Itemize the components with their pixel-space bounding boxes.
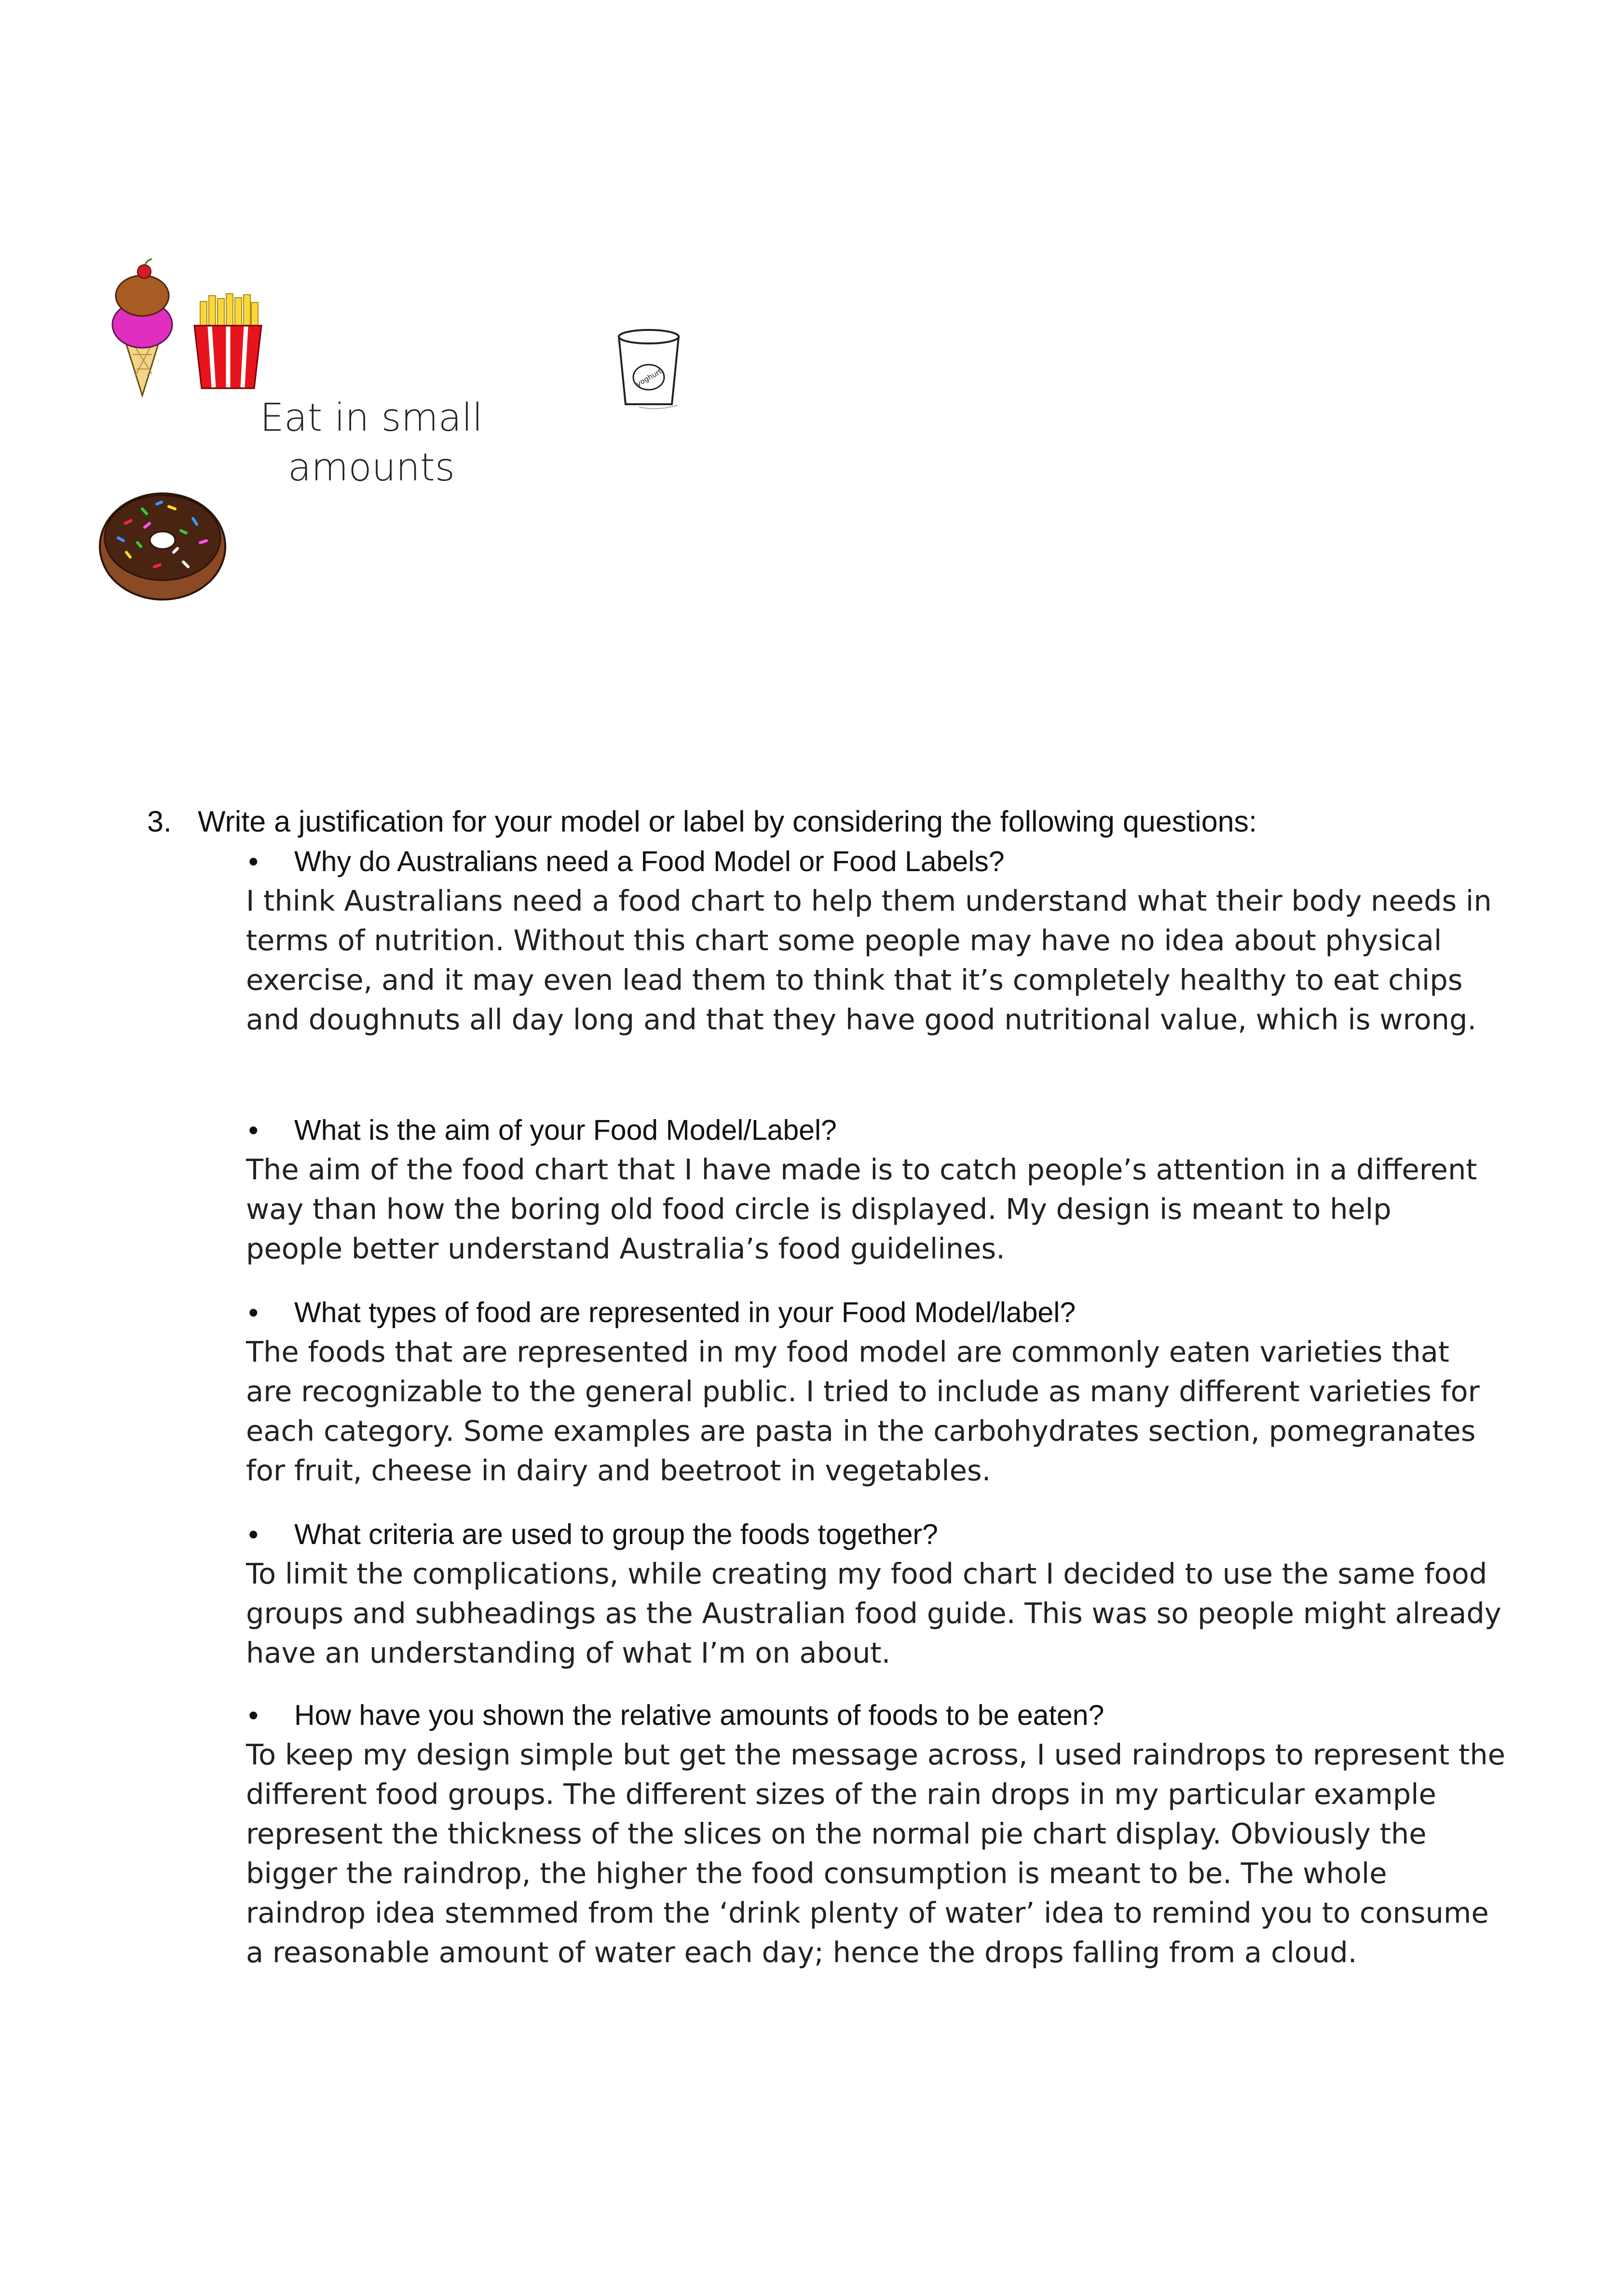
answer-line: exercise, and it may even lead them to think that it’s completely healthy to eat chips bbox=[246, 963, 1463, 997]
bullet-question bbox=[246, 1110, 1543, 1150]
question-text: Write a justification for your model or label by considering the following questions: bbox=[198, 805, 1257, 838]
answer-line: terms of nutrition. Without this chart some people may have no idea about physical bbox=[246, 924, 1442, 957]
answer-line: bigger the raindrop, the higher the food consumption is meant to be. The whole bbox=[246, 1857, 1387, 1890]
answer-line: different food groups. The different sizes of the rain drops in my particular example bbox=[246, 1777, 1436, 1811]
bullet-icon: • bbox=[248, 1699, 259, 1731]
chocolate-donut-icon bbox=[96, 485, 229, 603]
section-3 bbox=[246, 1293, 1543, 1490]
answer-line: are recognizable to the general public. I tried to include as many different varieties for bbox=[246, 1375, 1480, 1408]
section-1 bbox=[246, 842, 1543, 1039]
answer-line: To limit the complications, while creating my food chart I decided to use the same food bbox=[246, 1557, 1487, 1590]
caption-line-2: amounts bbox=[288, 445, 455, 490]
yoghurt-label: yoghurt bbox=[634, 367, 664, 389]
answer-line: have an understanding of what I’m on about. bbox=[246, 1636, 891, 1669]
answer-line: groups and subheadings as the Australian food guide. This was so people might already bbox=[246, 1597, 1501, 1630]
bullet-icon: • bbox=[248, 1518, 259, 1550]
answer-line: and doughnuts all day long and that they have good nutritional value, which is wrong. bbox=[246, 1003, 1477, 1036]
question-number: 3. bbox=[147, 805, 172, 838]
answer-line: raindrop idea stemmed from the ‘drink plenty of water’ idea to remind you to consume bbox=[246, 1896, 1489, 1929]
answer-line: I think Australians need a food chart to help them understand what their body needs in bbox=[246, 884, 1492, 917]
bullet-question bbox=[246, 1515, 1543, 1554]
answer-line: To keep my design simple but get the message across, I used raindrops to represent the bbox=[246, 1738, 1505, 1771]
section-5 bbox=[246, 1695, 1543, 1972]
answer-line: each category. Some examples are pasta in the carbohydrates section, pomegranates bbox=[246, 1414, 1476, 1448]
answer-line: The foods that are represented in my food model are commonly eaten varieties that bbox=[246, 1335, 1449, 1368]
answer-line: represent the thickness of the slices on the normal pie chart display. Obviously the bbox=[246, 1817, 1427, 1850]
answer-line: The aim of the food chart that I have made is to catch people’s attention in a different bbox=[246, 1153, 1477, 1186]
question-text: What types of food are represented in your Food Model/label? bbox=[294, 1297, 1076, 1328]
section-2 bbox=[246, 1110, 1543, 1269]
caption bbox=[251, 393, 492, 492]
question-3 bbox=[147, 802, 1257, 841]
answer-line: for fruit, cheese in dairy and beetroot in vegetables. bbox=[246, 1454, 991, 1487]
bullet-question bbox=[246, 842, 1543, 881]
french-fries-icon bbox=[191, 292, 265, 391]
bullet-icon: • bbox=[248, 846, 259, 877]
section-4 bbox=[246, 1515, 1543, 1673]
ice-cream-cone-icon bbox=[109, 258, 176, 398]
question-text: How have you shown the relative amounts of foods to be eaten? bbox=[294, 1699, 1105, 1731]
question-text: What is the aim of your Food Model/Label? bbox=[294, 1114, 837, 1146]
answer-line: way than how the boring old food circle is displayed. My design is meant to help bbox=[246, 1192, 1391, 1226]
answer-line: people better understand Australia’s food guidelines. bbox=[246, 1232, 1005, 1265]
bullet-icon: • bbox=[248, 1114, 259, 1146]
question-text: What criteria are used to group the foods together? bbox=[294, 1518, 938, 1550]
yoghurt-tub-icon bbox=[610, 323, 687, 412]
question-text: Why do Australians need a Food Model or Food Labels? bbox=[294, 846, 1005, 877]
answer-line: a reasonable amount of water each day; hence the drops falling from a cloud. bbox=[246, 1936, 1357, 1969]
bullet-question bbox=[246, 1293, 1543, 1332]
bullet-icon: • bbox=[248, 1297, 259, 1328]
caption-line-1: Eat in small bbox=[260, 396, 483, 440]
bullet-question bbox=[246, 1695, 1543, 1735]
